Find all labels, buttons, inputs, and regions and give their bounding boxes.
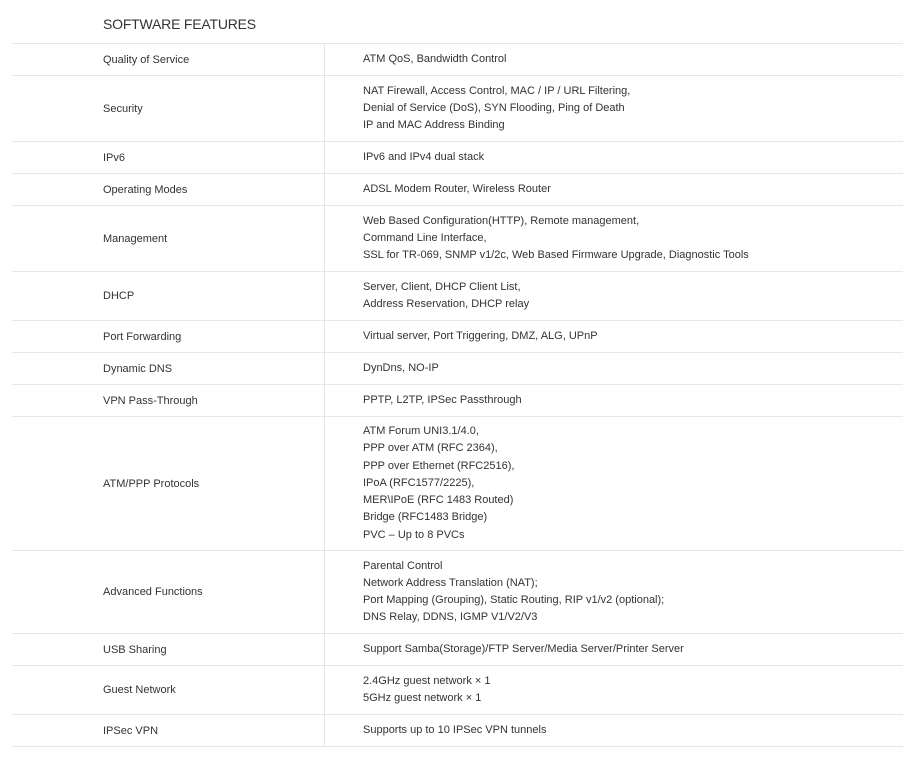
- feature-value-line: Command Line Interface,: [363, 231, 487, 244]
- table-row: [12, 76, 903, 142]
- feature-value-line: DynDns, NO-IP: [363, 361, 439, 374]
- feature-label: Security: [12, 76, 325, 141]
- feature-value-line: Support Samba(Storage)/FTP Server/Media Server/Printer Server: [363, 642, 684, 655]
- feature-label: Quality of Service: [12, 44, 325, 75]
- feature-value-line: ATM QoS, Bandwidth Control: [363, 52, 507, 65]
- feature-value-line: ADSL Modem Router, Wireless Router: [363, 182, 551, 195]
- feature-value-line: IPv6 and IPv4 dual stack: [363, 150, 485, 163]
- feature-value: [325, 715, 903, 746]
- table-row: [12, 272, 903, 321]
- table-row: [12, 206, 903, 272]
- feature-value-line: PPTP, L2TP, IPSec Passthrough: [363, 393, 522, 406]
- table-row: [12, 174, 903, 206]
- feature-value-line: NAT Firewall, Access Control, MAC / IP / URL Filtering,: [363, 84, 631, 97]
- feature-value: [325, 142, 903, 173]
- table-row: [12, 44, 903, 76]
- feature-value: [325, 76, 903, 141]
- table-row: [12, 634, 903, 666]
- table-row: [12, 417, 903, 551]
- feature-value: [325, 666, 903, 714]
- feature-value-line: Server, Client, DHCP Client List,: [363, 280, 521, 293]
- feature-value-line: Supports up to 10 IPSec VPN tunnels: [363, 723, 547, 736]
- feature-value-line: MER\IPoE (RFC 1483 Routed): [363, 494, 514, 507]
- feature-value-line: IPoA (RFC1577/2225),: [363, 476, 475, 489]
- feature-value: [325, 417, 903, 550]
- feature-value: [325, 272, 903, 320]
- feature-value-line: PPP over Ethernet (RFC2516),: [363, 459, 515, 472]
- feature-value-line: DNS Relay, DDNS, IGMP V1/V2/V3: [363, 611, 538, 624]
- table-row: [12, 142, 903, 174]
- feature-value-line: Address Reservation, DHCP relay: [363, 298, 530, 310]
- feature-value-line: Bridge (RFC1483 Bridge): [363, 511, 488, 524]
- feature-label: IPSec VPN: [12, 715, 325, 746]
- feature-value: [325, 44, 903, 75]
- feature-label: Advanced Functions: [12, 551, 325, 633]
- feature-value-line: SSL for TR-069, SNMP v1/2c, Web Based Firmware Upgrade, Diagnostic Tools: [363, 249, 749, 262]
- table-row: [12, 321, 903, 353]
- feature-label: Port Forwarding: [12, 321, 325, 352]
- feature-value-line: PVC – Up to 8 PVCs: [363, 528, 465, 541]
- feature-value-line: Web Based Configuration(HTTP), Remote management,: [363, 214, 640, 227]
- feature-value-line: Denial of Service (DoS), SYN Flooding, Ping of Death: [363, 101, 625, 114]
- feature-label: Dynamic DNS: [12, 353, 325, 384]
- feature-label: ATM/PPP Protocols: [12, 417, 325, 550]
- feature-label: USB Sharing: [12, 634, 325, 665]
- features-table: [12, 43, 903, 747]
- feature-value-line: Virtual server, Port Triggering, DMZ, ALG, UPnP: [363, 329, 598, 342]
- feature-value-line: Network Address Translation (NAT);: [363, 576, 538, 589]
- feature-value-line: 2.4GHz guest network × 1: [363, 674, 491, 687]
- feature-value-line: Parental Control: [363, 559, 443, 572]
- feature-value: [325, 385, 903, 416]
- feature-value: [325, 551, 903, 633]
- table-row: [12, 551, 903, 634]
- section-title: SOFTWARE FEATURES: [103, 16, 256, 32]
- feature-value: [325, 206, 903, 271]
- feature-label: VPN Pass-Through: [12, 385, 325, 416]
- feature-label: DHCP: [12, 272, 325, 320]
- feature-value-line: ATM Forum UNI3.1/4.0,: [363, 425, 479, 438]
- feature-value: [325, 321, 903, 352]
- feature-value-line: IP and MAC Address Binding: [363, 119, 505, 132]
- feature-label: IPv6: [12, 142, 325, 173]
- table-row: [12, 385, 903, 417]
- feature-label: Management: [12, 206, 325, 271]
- table-row: [12, 715, 903, 747]
- feature-label: Operating Modes: [12, 174, 325, 205]
- feature-label: Guest Network: [12, 666, 325, 714]
- feature-value-line: 5GHz guest network × 1: [363, 692, 482, 704]
- table-row: [12, 666, 903, 715]
- feature-value-line: PPP over ATM (RFC 2364),: [363, 442, 498, 455]
- feature-value: [325, 174, 903, 205]
- feature-value: [325, 353, 903, 384]
- feature-value: [325, 634, 903, 665]
- feature-value-line: Port Mapping (Grouping), Static Routing, RIP v1/v2 (optional);: [363, 594, 665, 606]
- table-row: [12, 353, 903, 385]
